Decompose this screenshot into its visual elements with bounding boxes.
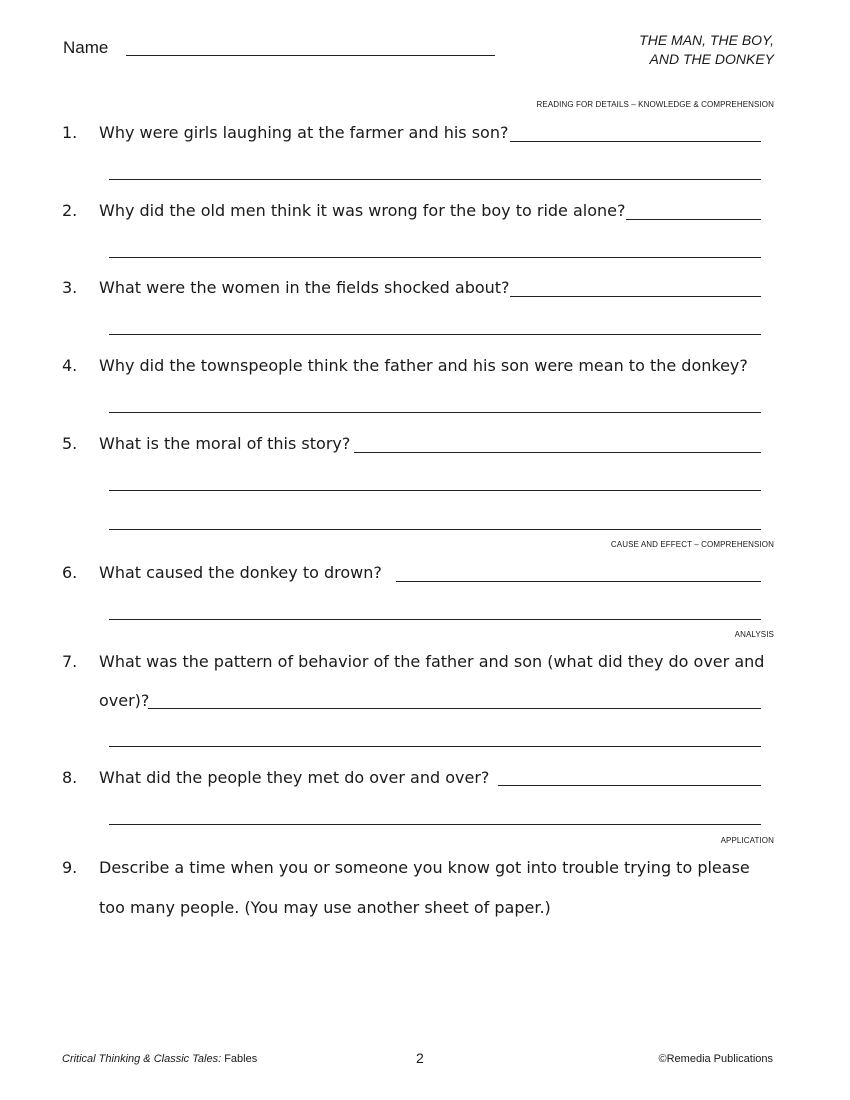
answer-line[interactable]	[510, 141, 761, 142]
question-text: What caused the donkey to drown?	[99, 563, 382, 582]
question-number: 5.	[62, 434, 78, 453]
question-text: What is the moral of this story?	[99, 434, 351, 453]
question-text: Why were girls laughing at the farmer and his son?	[99, 123, 509, 142]
question-text: Describe a time when you or someone you know got into trouble trying to please	[99, 858, 750, 877]
footer-publisher: ©Remedia Publications	[658, 1053, 773, 1065]
question-7-continued: over)?	[99, 691, 150, 710]
answer-line[interactable]	[109, 529, 761, 530]
section-heading-application: APPLICATION	[720, 836, 774, 845]
question-number: 1.	[62, 123, 78, 142]
answer-line[interactable]	[109, 257, 761, 258]
question-number: 4.	[62, 356, 78, 375]
section-heading-cause-effect: CAUSE AND EFFECT – COMPREHENSION	[610, 540, 774, 549]
answer-line[interactable]	[109, 619, 761, 620]
answer-line[interactable]	[396, 581, 761, 582]
answer-line[interactable]	[510, 296, 761, 297]
question-4	[0, 356, 850, 378]
question-9	[0, 858, 850, 880]
page-number: 2	[416, 1050, 424, 1066]
question-text: Why did the townspeople think the father and his son were mean to the donkey?	[99, 356, 748, 375]
question-text: What was the pattern of behavior of the father and son (what did they do over and	[99, 652, 765, 671]
answer-line[interactable]	[109, 179, 761, 180]
answer-line[interactable]	[109, 746, 761, 747]
question-text: Why did the old men think it was wrong for the boy to ride alone?	[99, 201, 626, 220]
answer-line[interactable]	[109, 334, 761, 335]
answer-line[interactable]	[109, 490, 761, 491]
section-heading-analysis: ANALYSIS	[734, 630, 774, 639]
footer-book-name: Fables	[221, 1053, 258, 1065]
question-number: 2.	[62, 201, 78, 220]
question-number: 7.	[62, 652, 78, 671]
name-label: Name	[63, 38, 109, 57]
name-field[interactable]	[126, 55, 495, 56]
worksheet-title	[554, 31, 774, 69]
question-number: 3.	[62, 278, 78, 297]
footer-book-title	[62, 1053, 257, 1065]
question-number: 9.	[62, 858, 78, 877]
answer-line[interactable]	[109, 412, 761, 413]
answer-line[interactable]	[148, 708, 761, 709]
answer-line[interactable]	[626, 219, 761, 220]
question-number: 6.	[62, 563, 78, 582]
answer-line[interactable]	[354, 452, 761, 453]
answer-line[interactable]	[109, 824, 761, 825]
title-line-2: AND THE DONKEY	[649, 51, 774, 67]
question-9-continued: too many people. (You may use another sheet of paper.)	[99, 898, 551, 917]
question-7	[0, 652, 850, 674]
title-line-1: THE MAN, THE BOY,	[639, 32, 774, 48]
section-heading-reading: READING FOR DETAILS – KNOWLEDGE & COMPREHENSION	[536, 100, 774, 109]
question-number: 8.	[62, 768, 78, 787]
footer-book-series: Critical Thinking & Classic Tales:	[62, 1053, 222, 1065]
answer-line[interactable]	[498, 785, 761, 786]
question-text: What were the women in the fields shocked about?	[99, 278, 510, 297]
question-8	[0, 768, 850, 790]
question-text: What did the people they met do over and over?	[99, 768, 490, 787]
